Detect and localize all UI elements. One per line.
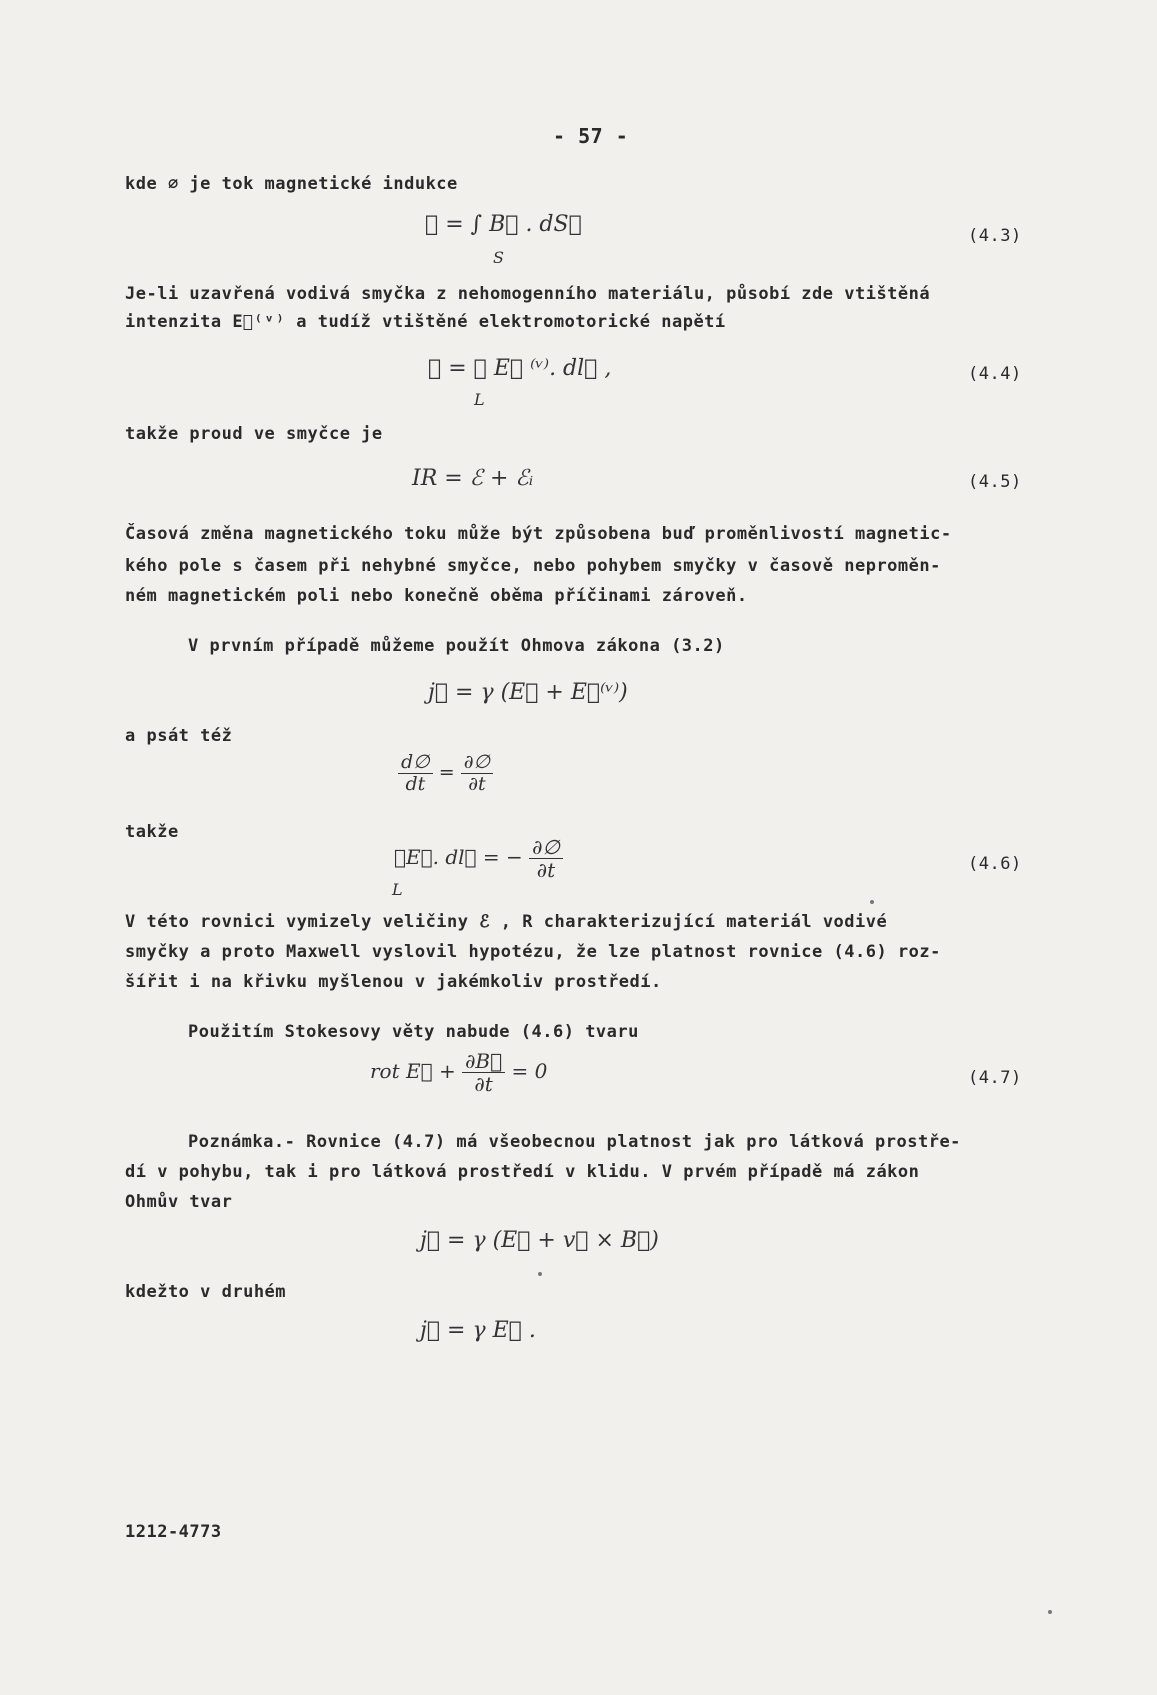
fraction-denominator: ∂t [474, 1072, 493, 1096]
formula-4-4: ℰ = ∮ E⃗ ⁽ᵛ⁾. dl⃗ , [428, 356, 612, 381]
paragraph-maxwell-line1: V této rovnici vymizely veličiny ℰ , R charakterizující materiál vodivé [125, 912, 888, 932]
paragraph-time-change-line3: ném magnetickém poli nebo konečně oběma příčinami zároveň. [125, 586, 748, 606]
paragraph-flux-intro: kde ∅ je tok magnetické indukce [125, 174, 458, 194]
formula-4-6-lhs: ∮E⃗. dl⃗ = − [394, 845, 523, 869]
footer-document-code: 1212-4773 [125, 1522, 222, 1542]
fraction-flux-partial [529, 836, 563, 881]
fraction-denominator: dt [405, 772, 426, 795]
paragraph-closed-loop-line2: intenzita E⃗⁽ᵛ⁾ a tudíž vtištěné elektromotorické napětí [125, 312, 726, 332]
paragraph-second-case: kdežto v druhém [125, 1282, 287, 1302]
fraction-numerator: d∅ [398, 752, 433, 774]
fraction-total-derivative [398, 752, 433, 795]
paragraph-maxwell-line2: smyčky a proto Maxwell vyslovil hypotézu, že lze platnost rovnice (4.6) roz- [125, 942, 941, 962]
paragraph-note-line3: Ohmův tvar [125, 1192, 233, 1212]
formula-flux-derivative [398, 752, 493, 795]
fraction-denominator: ∂t [468, 772, 486, 795]
paragraph-closed-loop-line1: Je-li uzavřená vodivá smyčka z nehomogenního materiálu, působí zde vtištěná [125, 284, 931, 304]
paragraph-current: takže proud ve smyčce je [125, 424, 383, 444]
formula-4-5: IR = ℰ + ℰᵢ [412, 466, 534, 491]
formula-4-4-subscript: L [474, 390, 485, 409]
formula-4-7 [370, 1050, 547, 1095]
equation-number-4-3: (4.3) [968, 226, 1022, 246]
formula-ohm-law: j⃗ = γ (E⃗ + E⃗⁽ᵛ⁾) [428, 680, 628, 705]
scan-speck [1048, 1610, 1052, 1614]
fraction-b-partial [462, 1050, 505, 1095]
equation-number-4-5: (4.5) [968, 472, 1022, 492]
paragraph-note-line2: dí v pohybu, tak i pro látková prostředí v klidu. V prvém případě má zákon [125, 1162, 920, 1182]
formula-ohm-moving: j⃗ = γ (E⃗ + v⃗ × B⃗) [420, 1228, 659, 1253]
fraction-numerator: ∂∅ [529, 836, 563, 859]
scan-speck [870, 900, 874, 904]
paragraph-stokes: Použitím Stokesovy věty nabude (4.6) tvaru [188, 1022, 639, 1042]
paragraph-note-line1: Poznámka.- Rovnice (4.7) má všeobecnou platnost jak pro látková prostře- [188, 1132, 961, 1152]
formula-4-3-subscript: S [493, 248, 504, 267]
page-number: - 57 - [553, 124, 629, 148]
scan-speck [538, 1272, 542, 1276]
equals-sign: = [438, 761, 461, 784]
paragraph-time-change-line2: kého pole s časem při nehybné smyčce, nebo pohybem smyčky v časově neproměn- [125, 556, 941, 576]
formula-4-7-lhs: rot E⃗ + [370, 1059, 456, 1083]
formula-4-6-subscript: L [392, 880, 403, 899]
formula-ohm-rest: j⃗ = γ E⃗ . [420, 1318, 536, 1343]
paragraph-first-case: V prvním případě můžeme použít Ohmova zákona (3.2) [188, 636, 725, 656]
equation-number-4-4: (4.4) [968, 364, 1022, 384]
formula-4-6 [394, 836, 563, 881]
paragraph-therefore: takže [125, 822, 179, 842]
paragraph-time-change-line1: Časová změna magnetického toku může být způsobena buď proměnlivostí magnetic- [125, 524, 952, 544]
formula-4-3: ∅ = ∫ B⃗ . dS⃗ [425, 212, 582, 237]
paragraph-maxwell-line3: šířit i na křivku myšlenou v jakémkoliv prostředí. [125, 972, 662, 992]
equation-number-4-7: (4.7) [968, 1068, 1022, 1088]
fraction-partial-derivative [461, 752, 493, 795]
fraction-numerator: ∂B⃗ [462, 1050, 505, 1073]
fraction-numerator: ∂∅ [461, 752, 493, 774]
equation-number-4-6: (4.6) [968, 854, 1022, 874]
formula-4-7-rhs: = 0 [511, 1059, 548, 1083]
fraction-denominator: ∂t [536, 858, 556, 882]
paragraph-also-write: a psát též [125, 726, 233, 746]
